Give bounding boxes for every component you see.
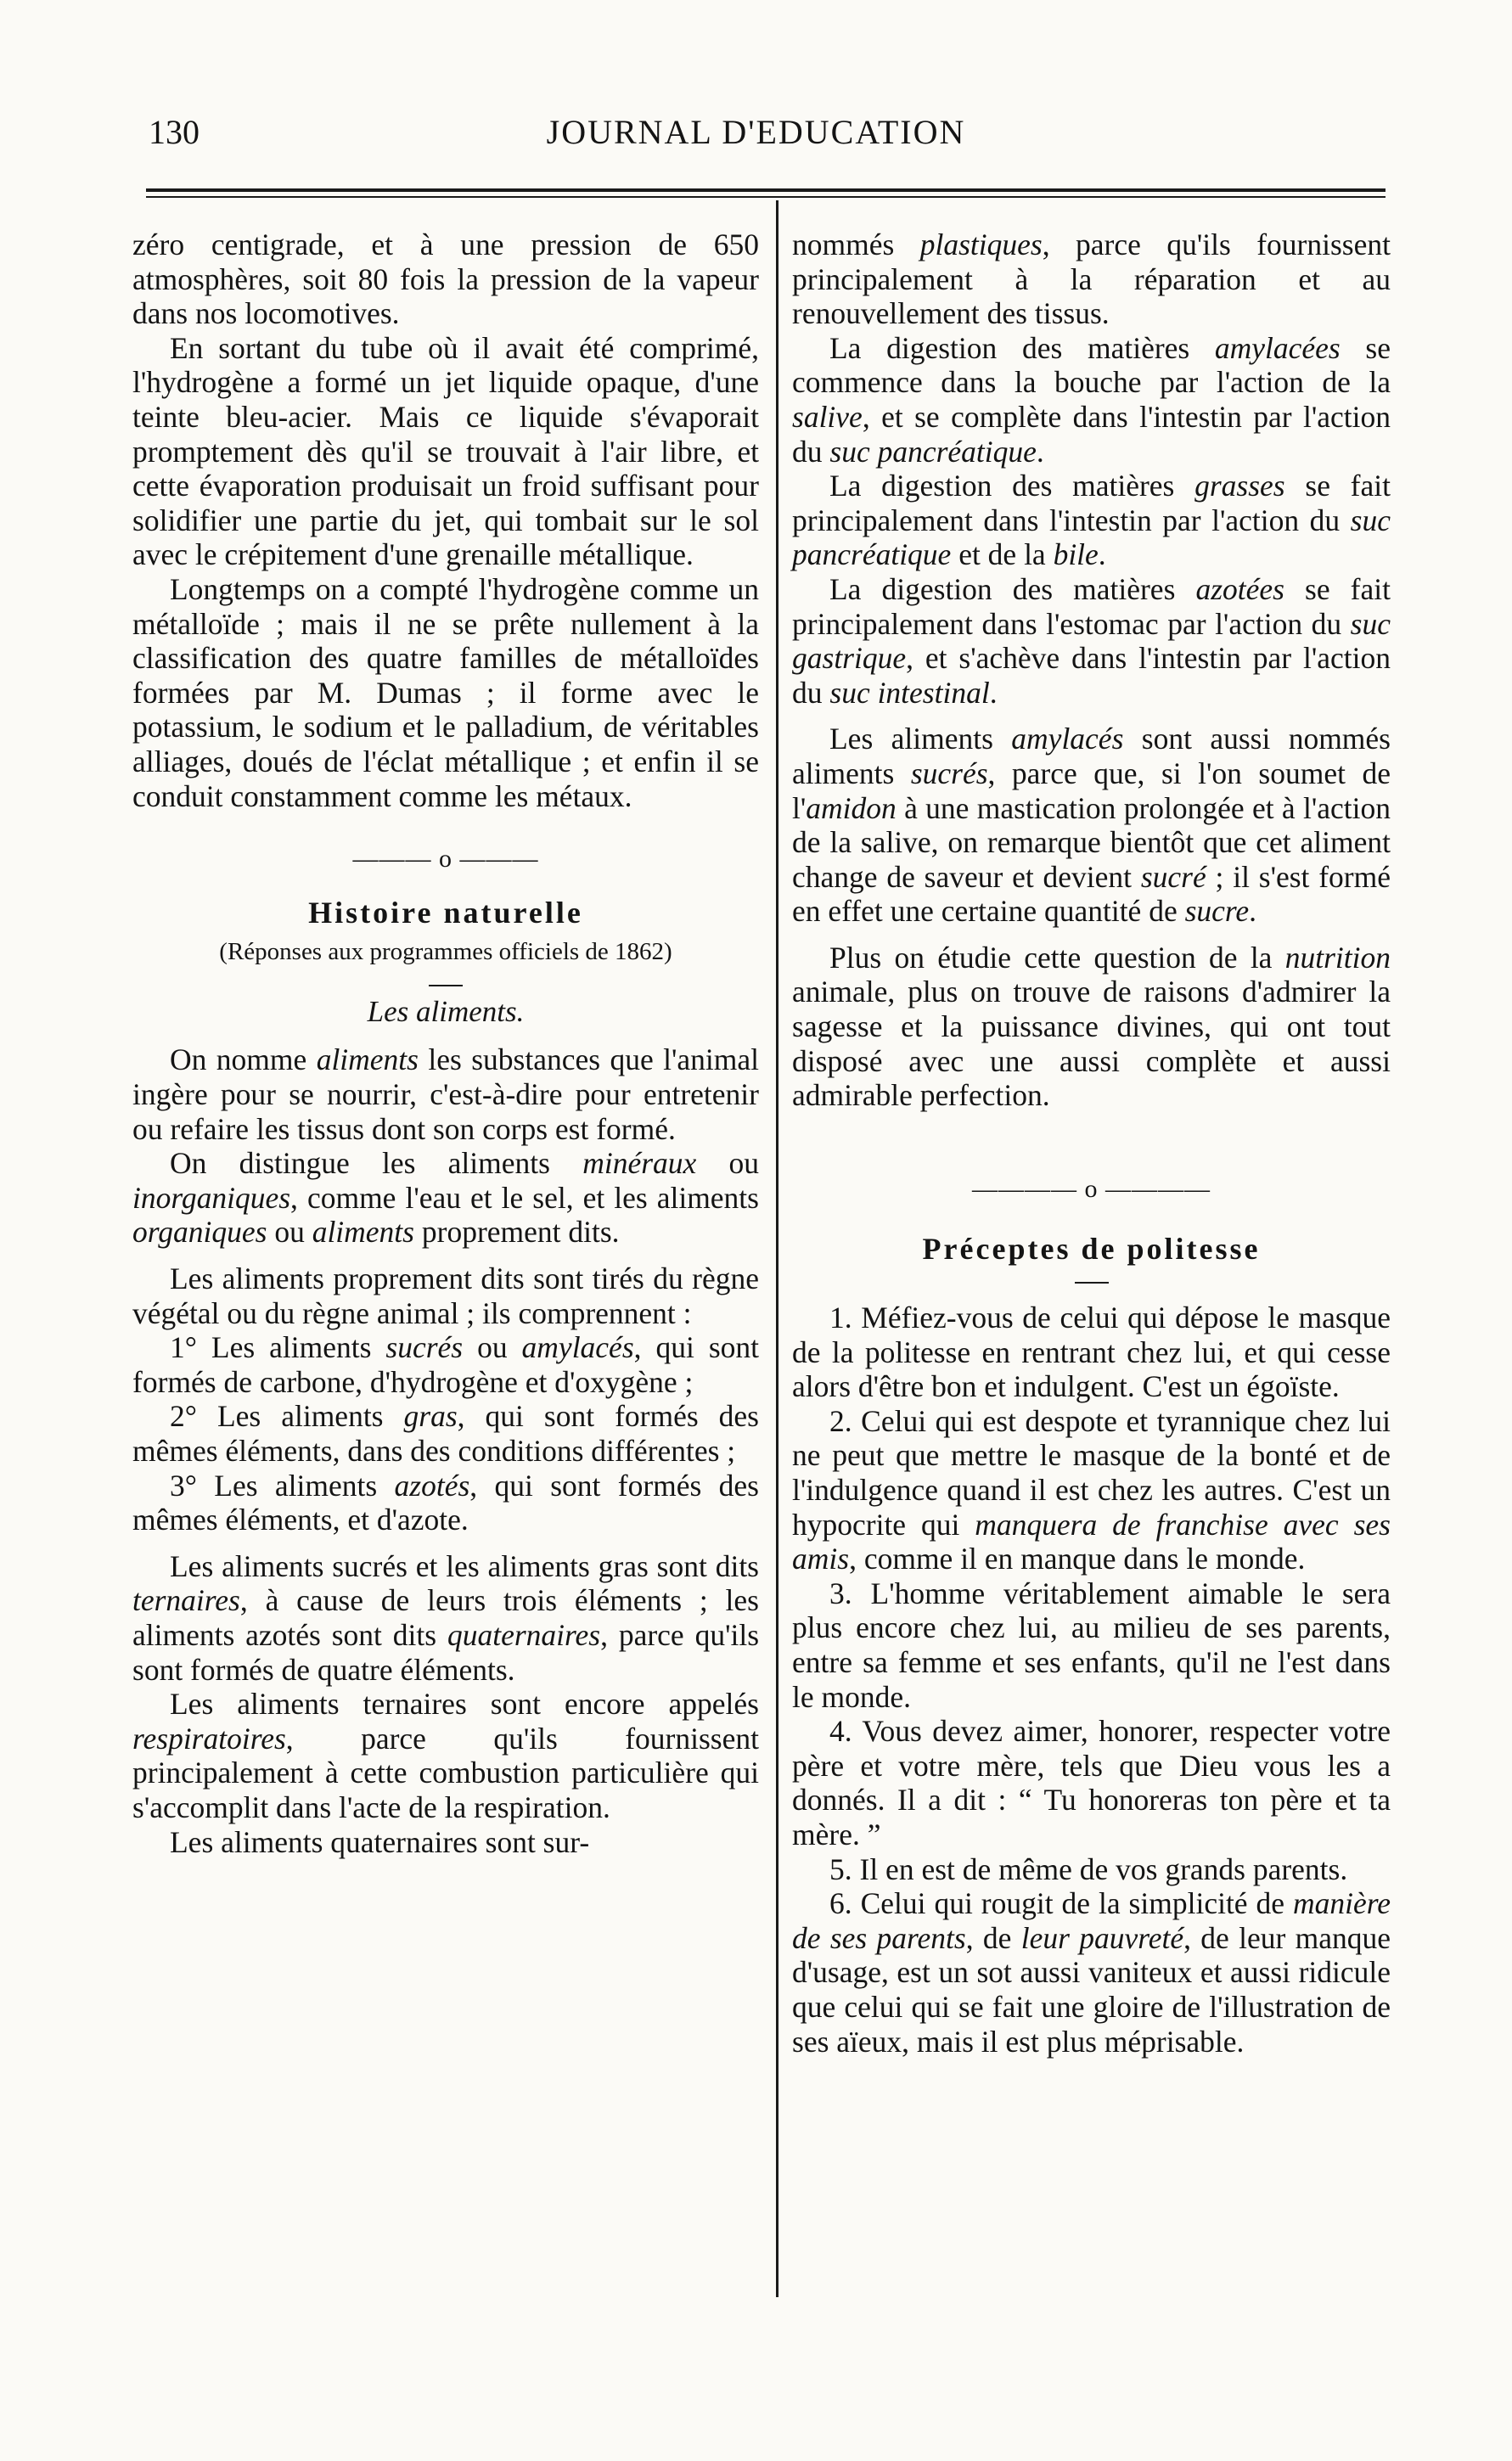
text: . [1036, 434, 1044, 469]
paragraph [792, 941, 1391, 1113]
text: Les aliments ternaires sont encore appelés [170, 1687, 759, 1722]
text: , comme il en manque dans le monde. [849, 1542, 1306, 1576]
italic-term: suc pancréatique [829, 434, 1037, 469]
text: , parce qu'ils fournissent principalement à la réparation et au renouvellement des tissus. [792, 228, 1391, 331]
italic-term: amylacés [521, 1330, 634, 1365]
text: sont aussi nommés aliments [792, 722, 1391, 790]
text: 2. Celui qui est despote et tyrannique chez lui ne peut que mettre le masque de la bonté et de l'indulgence quand il est chez les autres. C'est un hypocrite qui [792, 1403, 1391, 1542]
text: , comme l'eau et le sel, et les aliments [290, 1180, 759, 1215]
text: ou [696, 1146, 760, 1181]
text: . [1098, 537, 1106, 572]
text: se fait principalement dans l'estomac par l'action du [792, 571, 1391, 641]
text: La digestion des matières [829, 571, 1196, 606]
italic-term: quaternaires [447, 1617, 601, 1652]
italic-term: sucre [1184, 894, 1250, 929]
paragraph [792, 228, 1391, 331]
text: , parce qu'ils sont formés de quatre éléments. [132, 1617, 760, 1687]
left-column [132, 228, 759, 1859]
text: se fait principalement dans l'intestin par l'action du [792, 469, 1391, 537]
text: nommés [792, 228, 920, 261]
text: , de [965, 1920, 1021, 1955]
italic-term: sucré [1140, 859, 1206, 894]
numbered-precept: 4. Vous devez aimer, honorer, respecter votre père et votre mère, tels que Dieu vous les a donnés. Il a dit : “ Tu honoreras ton père et ta mère. ” [792, 1714, 1391, 1851]
text: , parce que, si l'on soumet de l' [792, 756, 1391, 825]
text: les substances que l'animal ingère pour se nourrir, c'est-à-dire pour entretenir ou refaire les tissus dont son corps est formé. [132, 1042, 759, 1146]
numbered-precept [792, 1886, 1391, 2059]
text: 3° Les aliments [170, 1468, 395, 1503]
text: ou [463, 1330, 522, 1365]
text: , et se complète dans l'intestin par l'action du [792, 399, 1391, 469]
italic-term: azotées [1195, 571, 1284, 606]
italic-term: sucrés [385, 1330, 464, 1365]
text: 6. Celui qui rougit de la simplicité de [829, 1886, 1293, 1921]
italic-term: suc pancréatique [792, 503, 1391, 572]
list-item [132, 1330, 759, 1399]
italic-term: nutrition [1284, 940, 1391, 975]
paragraph: Les aliments quaternaires sont sur- [170, 1824, 590, 1859]
text: , qui sont formés des mêmes éléments, dans des conditions différentes ; [132, 1399, 759, 1468]
separator-mark: o [1084, 1174, 1099, 1203]
italic-term: grasses [1194, 469, 1285, 503]
text: 1° Les aliments [170, 1330, 386, 1365]
italic-term: respiratoires [132, 1721, 286, 1756]
italic-term: manière de ses parents [792, 1886, 1391, 1955]
section-title: Préceptes de politesse [922, 1232, 1261, 1267]
section-separator: ——— o ——— [352, 845, 539, 874]
text: ; il s'est formé en effet une certaine quantité de [792, 859, 1391, 929]
italic-term: leur pauvreté [1020, 1920, 1184, 1955]
text: . [1249, 894, 1257, 929]
italic-term: amidon [806, 790, 897, 825]
text: On nomme [170, 1042, 317, 1077]
italic-term: suc gastrique [792, 606, 1391, 676]
short-rule [1075, 1282, 1109, 1284]
text: 2° Les aliments [170, 1399, 404, 1434]
text: et de la [951, 537, 1054, 572]
italic-term: plastiques [919, 228, 1043, 261]
numbered-precept: 1. Méfiez-vous de celui qui dépose le masque de la politesse en rentrant chez lui, et qui cesse alors d'être bon et indulgent. C'est un égoïste. [792, 1301, 1391, 1404]
text: , à cause de leurs trois éléments ; les aliments azotés sont dits [132, 1583, 759, 1652]
italic-term: aliments [312, 1215, 414, 1250]
paragraph: En sortant du tube où il avait été comprimé, l'hydrogène a formé un jet liquide opaque, d'une teinte bleu-acier. Mais ce liquide s'évaporait promptement dès qu'il se trouvait à l'air libre, et cette évaporation produisait un froid suffisant pour solidifier une partie du jet, qui tombait sur le sol avec le crépitement d'une grenaille métallique. [132, 330, 759, 572]
italic-term: sucrés [910, 756, 988, 790]
italic-term: salive [792, 399, 863, 434]
italic-term: manquera de franchise avec ses amis [792, 1507, 1391, 1576]
short-rule [429, 985, 463, 986]
numbered-precept: 5. Il en est de même de vos grands parents. [829, 1851, 1348, 1886]
page-header [0, 100, 1512, 160]
paragraph [792, 572, 1391, 710]
text: se commence dans la bouche par l'action de la [792, 330, 1391, 400]
italic-term: bile [1053, 537, 1099, 572]
page-number: 130 [149, 113, 200, 151]
paragraph [132, 1042, 759, 1146]
section-separator: ———— o ———— [972, 1174, 1211, 1203]
italic-term: minéraux [582, 1146, 697, 1181]
text: Plus on étudie cette question de la [829, 940, 1285, 975]
list-item [132, 1469, 759, 1537]
text: La digestion des matières [829, 330, 1215, 365]
header-rule [146, 188, 1386, 192]
italic-term: organiques [132, 1215, 267, 1250]
text: , qui sont formés des mêmes éléments, et d'azote. [132, 1468, 759, 1537]
running-title: JOURNAL D'EDUCATION [546, 113, 966, 151]
italic-term: inorganiques [132, 1180, 291, 1215]
italic-term: amylacées [1214, 330, 1341, 365]
italic-term: aliments [316, 1042, 419, 1077]
text: . [989, 675, 998, 710]
paragraph: zéro centigrade, et à une pression de 650 atmosphères, soit 80 fois la pression de la vapeur dans nos locomotives. [132, 228, 759, 331]
text: On distingue les aliments [170, 1146, 583, 1181]
italic-term: gras [403, 1399, 458, 1434]
list-item [132, 1399, 759, 1468]
italic-term: azotés [394, 1468, 470, 1503]
paragraph: Les aliments proprement dits sont tirés du règne végétal ou du règne animal ; ils comprennent : [132, 1261, 759, 1330]
text: , qui sont formés de carbone, d'hydrogène et d'oxygène ; [132, 1330, 759, 1399]
text: animale, plus on trouve de raisons d'admirer la sagesse et la puissance divines, qui ont tout disposé avec une aussi complète et aussi admirable perfection. [792, 975, 1391, 1113]
paragraph [132, 1549, 759, 1687]
header-rule-thin [146, 196, 1386, 198]
section-title: Histoire naturelle [308, 895, 583, 930]
paragraph [792, 722, 1391, 929]
text: proprement dits. [414, 1215, 620, 1250]
numbered-precept [792, 1404, 1391, 1576]
separator-mark: o [439, 845, 452, 874]
paragraph [792, 331, 1391, 469]
text: ou [267, 1215, 312, 1250]
text: Les aliments [829, 722, 1012, 756]
numbered-precept: 3. L'homme véritablement aimable le sera plus encore chez lui, au milieu de ses parents, entre sa femme et ses enfants, qu'il ne l'est dans le monde. [792, 1576, 1391, 1714]
italic-term: amylacés [1011, 722, 1124, 756]
right-column [792, 228, 1391, 2059]
italic-term: ternaires [132, 1583, 240, 1618]
text: à une mastication prolongée et à l'action de la salive, on remarque bientôt que cet aliment change de saveur et devient [792, 790, 1391, 894]
paragraph [132, 1687, 759, 1824]
column-divider [776, 200, 778, 2297]
paragraph: Longtemps on a compté l'hydrogène comme un métalloïde ; mais il ne se prête nullement à la classification des quatre familles de métalloïdes formées par M. Dumas ; il forme avec le potassium, le sodium et le palladium, de véritables alliages, doués de l'éclat métallique ; et enfin il se conduit constamment comme les métaux. [132, 571, 759, 813]
text: , parce qu'ils fournissent principalement à cette combustion particulière qui s'accomplit dans l'acte de la respiration. [132, 1721, 759, 1824]
section-subtitle: (Réponses aux programmes officiels de 1862) [219, 938, 672, 966]
subsection-heading: Les aliments. [367, 994, 525, 1028]
text: La digestion des matières [829, 469, 1195, 503]
text: , et s'achève dans l'intestin par l'action du [792, 641, 1391, 710]
italic-term: suc intestinal [829, 675, 990, 710]
paragraph [132, 1146, 759, 1250]
paragraph [792, 469, 1391, 572]
text: Les aliments sucrés et les aliments gras sont dits [170, 1548, 759, 1583]
text: , de leur manque d'usage, est un sot aussi vaniteux et aussi ridicule que celui qui se fait une gloire de l'illustration de ses aïeux, mais il est plus méprisable. [792, 1920, 1391, 2059]
